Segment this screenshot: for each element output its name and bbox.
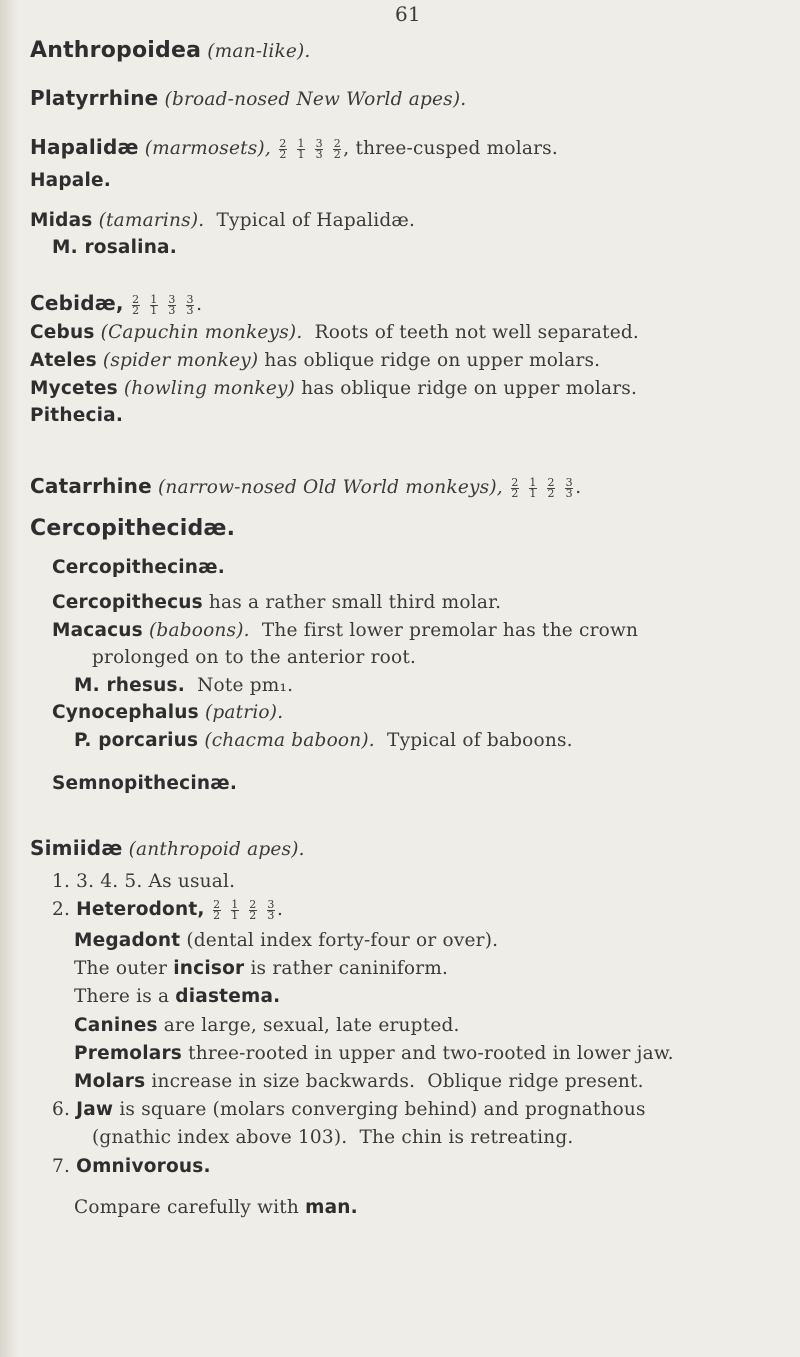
premolars-line <box>74 1043 674 1064</box>
cebidae-line: Cebidæ, $\frac{2}{2}$ $\frac{1}{1}$ $\frac{3}{3}$ $\frac{3}{3}$ . <box>30 291 203 317</box>
anthropoidea-name: Anthropoidea <box>30 38 202 63</box>
premolars-term: Premolars <box>74 1043 182 1064</box>
macacus-note: The first lower premolar has the crown <box>261 620 639 641</box>
item-7-number: 7. <box>52 1156 71 1177</box>
cercopithecus-note: has a rather small third molar. <box>208 592 502 613</box>
hapalidae-name: Hapalidæ <box>30 135 139 159</box>
ateles-note: has oblique ridge on upper molars. <box>264 350 601 371</box>
simiidae-line <box>30 836 305 860</box>
cercopithecus-name: Cercopithecus <box>52 592 203 613</box>
megadont-line <box>74 930 498 951</box>
page-number: 61 <box>395 2 421 26</box>
hapalidae-gloss: (marmosets), <box>144 138 271 159</box>
incisor-line <box>74 958 448 979</box>
item-6-continued: (gnathic index above 103). The chin is retreating. <box>92 1127 574 1148</box>
megadont-term: Megadont <box>74 930 181 951</box>
canines-term: Canines <box>74 1015 158 1036</box>
diastema-line <box>74 986 280 1007</box>
heterodont-term: Heterodont, <box>76 899 205 920</box>
platyrrhine-name: Platyrrhine <box>30 86 159 110</box>
catarrhine-name: Catarrhine <box>30 474 152 498</box>
incisor-post: is rather caniniform. <box>250 958 449 979</box>
megadont-note: (dental index forty-four or over). <box>186 930 499 951</box>
macacus-name: Macacus <box>52 620 143 641</box>
simiidae-name: Simiidæ <box>30 836 123 860</box>
rhesus-name: M. rhesus. <box>74 675 185 696</box>
midas-line <box>30 210 415 231</box>
macacus-line <box>52 620 638 641</box>
canines-post: are large, sexual, late erupted. <box>163 1015 460 1036</box>
cercopithecus-line <box>52 592 501 613</box>
incisor-term: incisor <box>173 958 245 979</box>
rosalina-line: M. rosalina. <box>52 237 177 258</box>
cebus-line <box>30 322 639 343</box>
item-6-number: 6. <box>52 1099 71 1120</box>
catarrhine-gloss: (narrow-nosed Old World monkeys), <box>157 477 503 498</box>
mycetes-gloss: (howling monkey) <box>123 378 296 399</box>
diastema-pre: There is a <box>74 986 170 1007</box>
porcarius-name: P. porcarius <box>74 730 199 751</box>
mycetes-line <box>30 378 637 399</box>
ateles-name: Ateles <box>30 350 97 371</box>
macacus-note-continued: prolonged on to the anterior root. <box>92 647 417 668</box>
incisor-pre: The outer <box>74 958 168 979</box>
compare-pre: Compare carefully with <box>74 1197 299 1218</box>
item-2-number: 2. <box>52 899 71 920</box>
cebidae-dental-formula: $\frac{2}{2}$ $\frac{1}{1}$ $\frac{3}{3}$ $\frac{3}{3}$ <box>132 292 194 317</box>
canines-line <box>74 1015 460 1036</box>
ateles-line <box>30 350 600 371</box>
cynocephalus-name: Cynocephalus <box>52 702 199 723</box>
jaw-note: is square (molars converging behind) and prognathous <box>119 1099 646 1120</box>
molars-post: increase in size backwards. Oblique ridge present. <box>151 1071 644 1092</box>
anthropoidea-line <box>30 38 311 63</box>
mycetes-note: has oblique ridge on upper molars. <box>301 378 638 399</box>
catarrhine-line: Catarrhine (narrow-nosed Old World monkeys), $\frac{2}{2}$ $\frac{1}{1}$ $\frac{2}{2}$ $\frac{3}{3}$ . <box>30 474 582 500</box>
diastema-term: diastema. <box>175 986 281 1007</box>
cebus-note: Roots of teeth not well separated. <box>314 322 639 343</box>
porcarius-note: Typical of baboons. <box>387 730 573 751</box>
rhesus-note: Note pm₁. <box>197 675 294 696</box>
cebus-gloss: (Capuchin monkeys). <box>100 322 303 343</box>
item-1-line: 1. 3. 4. 5. As usual. <box>52 871 236 892</box>
mycetes-name: Mycetes <box>30 378 118 399</box>
porcarius-line <box>74 730 573 751</box>
cebidae-name: Cebidæ, <box>30 291 124 315</box>
hapalidae-note: , three-cusped molars. <box>343 138 558 159</box>
compare-line <box>74 1197 358 1218</box>
omnivorous-term: Omnivorous. <box>76 1156 211 1177</box>
midas-gloss: (tamarins). <box>98 210 205 231</box>
premolars-post: three-rooted in upper and two-rooted in lower jaw. <box>188 1043 674 1064</box>
heterodont-dental-formula: $\frac{2}{2}$ $\frac{1}{1}$ $\frac{2}{2}$ $\frac{3}{3}$ <box>213 897 275 922</box>
jaw-term: Jaw <box>76 1099 114 1120</box>
compare-term: man. <box>305 1197 358 1218</box>
semnopithecinae-heading: Semnopithecinæ. <box>52 773 238 794</box>
platyrrhine-gloss: (broad-nosed New World apes). <box>164 89 467 110</box>
cercopithecinae-heading: Cercopithecinæ. <box>52 557 225 578</box>
item-2-line: 2. Heterodont, $\frac{2}{2}$ $\frac{1}{1}$ $\frac{2}{2}$ $\frac{3}{3}$ . <box>52 897 284 922</box>
platyrrhine-line <box>30 86 466 110</box>
cynocephalus-gloss: (patrio). <box>204 702 284 723</box>
hapalidae-line <box>30 135 558 160</box>
cebus-name: Cebus <box>30 322 95 343</box>
anthropoidea-gloss: (man-like). <box>207 41 311 62</box>
ateles-gloss: (spider monkey) <box>102 350 259 371</box>
cynocephalus-line <box>52 702 283 723</box>
midas-name: Midas <box>30 210 93 231</box>
item-7-line <box>52 1156 211 1177</box>
midas-note: Typical of Hapalidæ. <box>216 210 416 231</box>
molars-term: Molars <box>74 1071 146 1092</box>
hapale-line: Hapale. <box>30 170 112 191</box>
item-6-line <box>52 1099 646 1120</box>
page-edge-shadow <box>0 0 18 1357</box>
pithecia-line: Pithecia. <box>30 405 124 426</box>
porcarius-gloss: (chacma baboon). <box>204 730 375 751</box>
cercopithecidae-heading: Cercopithecidæ. <box>30 516 236 541</box>
hapalidae-dental-formula: $\frac{2}{2}$ $\frac{1}{1}$ $\frac{3}{3}$ $\frac{2}{2}$ <box>279 136 341 161</box>
catarrhine-dental-formula: $\frac{2}{2}$ $\frac{1}{1}$ $\frac{2}{2}$ $\frac{3}{3}$ <box>511 475 573 500</box>
simiidae-gloss: (anthropoid apes). <box>128 839 305 860</box>
molars-line <box>74 1071 644 1092</box>
macacus-gloss: (baboons). <box>149 620 250 641</box>
rhesus-line <box>74 675 293 696</box>
